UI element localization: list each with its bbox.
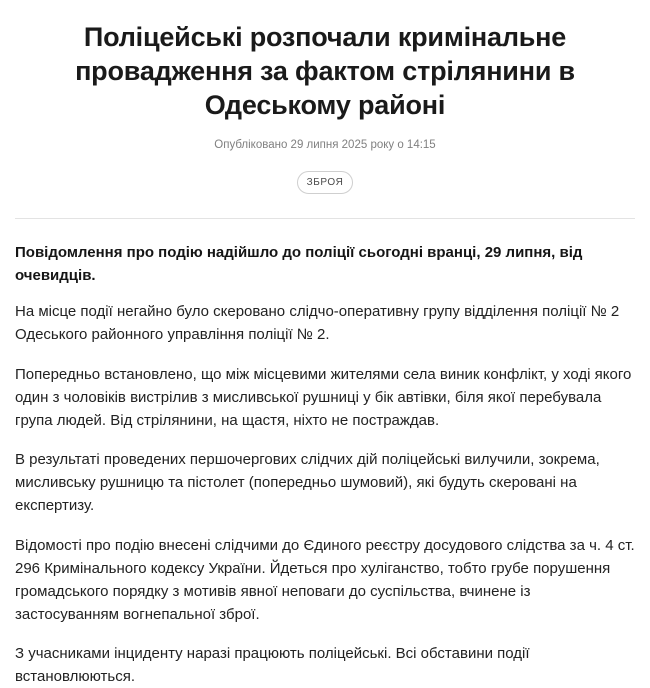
body-paragraph: З учасниками інциденту наразі працюють поліцейські. Всі обставини події встановлюються.: [15, 645, 530, 685]
body-paragraph: Відомості про подію внесені слідчими до Єдиного реєстру досудового слідства за ч. 4 ст. 296 Кримінального кодексу України. Йдеться про хуліганство, тобто грубе порушення громадського порядку з мотивів явної неповаги до суспільства, вчинене із застосуванням вогнепальної зброї.: [15, 536, 635, 623]
tag-chip[interactable]: ЗБРОЯ: [297, 171, 354, 194]
tag-row: [0, 171, 650, 194]
body-paragraph: В результаті проведених першочергових слідчих дій поліцейські вилучили, зокрема, мисливську рушницю та пістолет (попередньо шумовий), які будуть скеровані на експертизу.: [15, 451, 600, 514]
divider: [15, 218, 635, 219]
publish-date: Опубліковано 29 липня 2025 року о 14:15: [214, 139, 436, 151]
body-paragraph: Попередньо встановлено, що між місцевими жителями села виник конфлікт, у ході якого один з чоловіків вистрілив з мисливської рушниці у бік автівки, біля якої перебувала група людей. Від стрілянини, на щастя, ніхто не постраждав.: [15, 365, 632, 429]
article-title: Поліцейські розпочали кримінальне провадження за фактом стрілянини в Одеському районі: [75, 22, 575, 120]
article-body: [0, 241, 650, 688]
body-paragraph: На місце події негайно було скеровано слідчо-оперативну групу відділення поліції № 2 Одеського районного управління поліції № 2.: [15, 303, 620, 343]
lead-paragraph: Повідомлення про подію надійшло до поліції сьогодні вранці, 29 липня, від очевидців.: [15, 244, 583, 284]
